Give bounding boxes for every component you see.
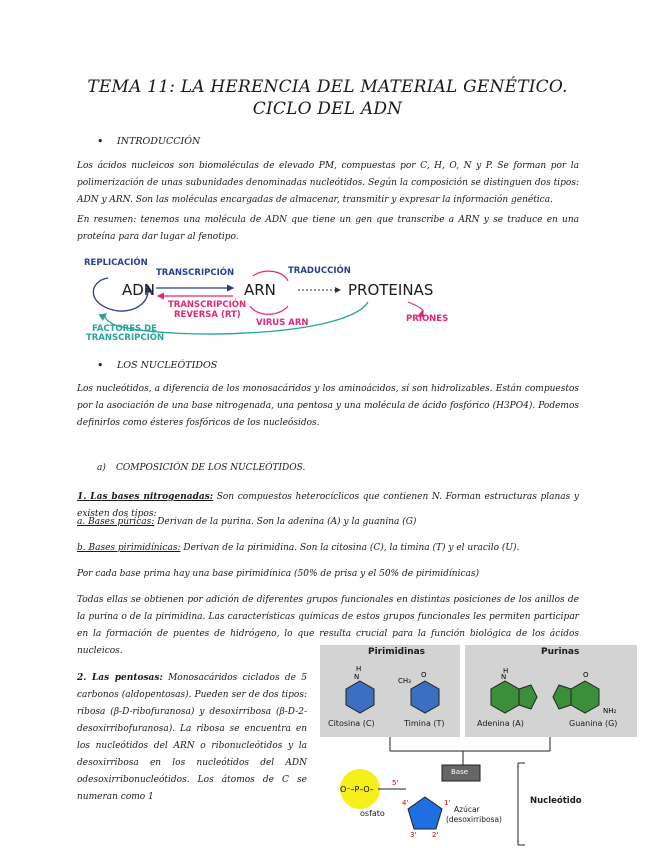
pirimidinicas-label: b. Bases pirimidínicas:	[77, 543, 181, 553]
adenina-label: Adenina (A)	[477, 719, 524, 728]
puricas-text: Derivan de la purina. Son la adenina (A) y la guanina (G)	[154, 517, 417, 527]
bullet-dot: •	[97, 359, 104, 372]
pirimidinas-box	[320, 645, 460, 737]
label-transcripcion-reversa: TRANSCRIPCIÓN	[168, 300, 247, 310]
pentosas-paragraph	[77, 670, 307, 806]
bases-label: 1. Las bases nitrogenadas:	[77, 492, 214, 502]
puricas-paragraph	[77, 514, 579, 531]
svg-text:N: N	[501, 673, 507, 681]
label-proteinas: PROTEINAS	[348, 281, 434, 299]
purinas-title: Purinas	[541, 647, 580, 657]
label-adn: ADN	[122, 281, 156, 299]
svg-text:4': 4'	[402, 799, 409, 807]
purinas-box	[465, 645, 637, 737]
svg-text:NH₂: NH₂	[603, 707, 617, 715]
comp-heading: COMPOSICIÓN DE LOS NUCLEÓTIDOS.	[116, 463, 306, 473]
svg-text:3': 3'	[410, 831, 417, 839]
label-factores-2: TRANSCRIPCIÓN	[86, 333, 165, 343]
citosina-label: Citosina (C)	[328, 719, 375, 728]
central-dogma-diagram	[78, 256, 478, 344]
section-heading: LOS NUCLEÓTIDOS	[117, 360, 218, 371]
svg-text:H: H	[356, 665, 362, 673]
figure-connectors	[320, 737, 638, 847]
bullet-dot: •	[97, 135, 104, 148]
svg-text:5': 5'	[392, 779, 399, 787]
desoxirribosa-label: (desoxirribosa)	[446, 815, 502, 824]
label-replicacion: REPLICACIÓN	[84, 258, 148, 268]
pirimidinicas-text: Derivan de la pirimidina. Son la citosina (C), la timina (T) y el uracilo (U).	[180, 543, 520, 553]
intro-paragraph-2: En resumen: tenemos una molécula de ADN que tiene un gen que transcribe a ARN y se traduce en una proteína para dar lugar al fenotipo.	[77, 215, 579, 242]
intro-paragraph-1: Los ácidos nucleicos son biomoléculas de elevado PM, compuestas por C, H, O, N y P. Se forman por la polimerización de unas subunidades denominadas nucleótidos. Según la composición se distinguen dos tipos: ADN y ARN. Son las moléculas encargadas de almacenar, transmitir y expresar la información genética.	[77, 161, 579, 205]
fosfato-label: osfato	[360, 809, 385, 818]
todas-paragraph: Todas ellas se obtienen por adición de diferentes grupos funcionales en distintas posiciones de los anillos de la purina o de la pirimidina. Las características químicas de estos grupos funcionales les permiten participar en la formación de puentes de hidrógeno, lo que resulta crucial para la función biológica de los ácidos nucleicos.	[77, 595, 579, 656]
base-label: Base	[451, 768, 469, 776]
svg-text:CH₃: CH₃	[398, 677, 411, 685]
svg-text:2': 2'	[432, 831, 439, 839]
svg-text:O: O	[583, 671, 589, 679]
page-title: TEMA 11: LA HERENCIA DEL MATERIAL GENÉTICO. CICLO DEL ADN	[87, 77, 568, 119]
bases-text: Son compuestos heterocíclicos que contienen N. Forman estructuras planas y existen dos tipos:	[77, 492, 579, 519]
azucar-label: Azúcar	[454, 805, 480, 814]
svg-text:1': 1'	[444, 799, 451, 807]
nucleotide-figure	[320, 645, 638, 845]
label-arn: ARN	[244, 281, 276, 299]
label-priones: PRIONES	[406, 314, 449, 324]
section-heading: INTRODUCCIÓN	[117, 136, 201, 147]
label-reversa-rt: REVERSA (RT)	[174, 310, 241, 320]
label-virus-arn: VIRUS ARN	[256, 318, 309, 328]
pirimidinicas-paragraph	[77, 540, 579, 557]
nucleotidos-paragraph: Los nucleótidos, a diferencia de los monosacáridos y los aminoácidos, sí son hidrolizables. Están compuestos por la asociación de una base nitrogenada, una pentosa y una molécula de ácido fosfórico (H3PO4). Podemos definirlos como ésteres fosfóricos de los nucleósidos.	[77, 384, 579, 428]
nucleotido-label: Nucleótido	[530, 796, 582, 806]
pirimidinas-title: Pirimidinas	[368, 647, 426, 657]
puricas-label: a. Bases púricas:	[77, 517, 155, 527]
label-traduccion: TRADUCCIÓN	[288, 266, 351, 276]
label-factores: FACTORES DE	[92, 324, 157, 334]
timina-label: Timina (T)	[404, 719, 445, 728]
svg-text:O: O	[421, 671, 427, 679]
guanina-label: Guanina (G)	[569, 719, 618, 728]
ratio-paragraph: Por cada base prima hay una base pirimidínica (50% de prisa y el 50% de pirimidínicas)	[77, 569, 479, 579]
svg-text:N: N	[354, 673, 360, 681]
comp-letter: a)	[97, 463, 106, 473]
pentosas-label: 2. Las pentosas:	[77, 673, 163, 683]
svg-text:H: H	[503, 667, 509, 675]
label-transcripcion: TRANSCRIPCIÓN	[156, 268, 235, 278]
svg-text:O⁻–P–O–: O⁻–P–O–	[340, 785, 374, 794]
pentosas-text: Monosacáridos ciclados de 5 carbonos (aldopentosas). Pueden ser de dos tipos: ribosa (β-D-ribofuranosa) y desoxirribosa (β-D-2- desoxirribofuranosa). La ribosa se encuentra en los nucleótidos del ARN o ribonucleótidos y la desoxirribosa en los nucleótidos del ADN odesoxirribonucleótidos. Los átomos de C se numeran como 1	[77, 673, 307, 802]
